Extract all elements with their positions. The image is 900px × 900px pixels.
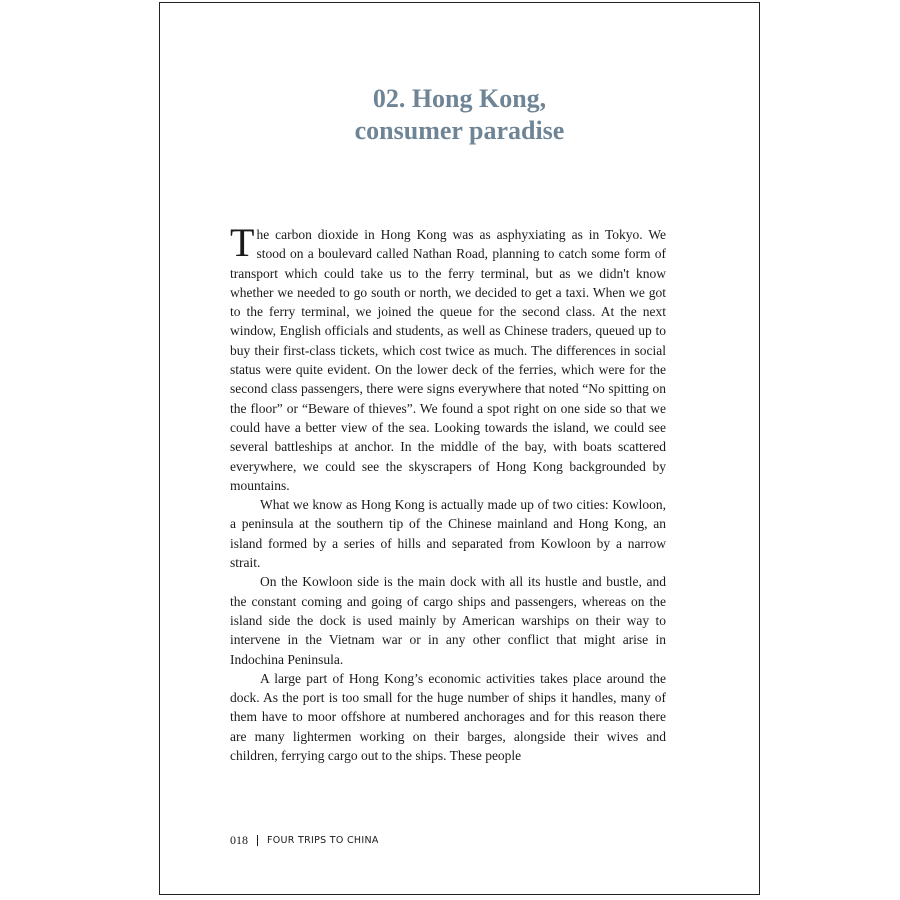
paragraph-3: On the Kowloon side is the main dock with all its hustle and bustle, and the constant coming and going of cargo ships and passengers, whereas on the island side the dock is used mainly by American warships on their way to intervene in the Vietnam war or in any other conflict that might arise in Indochina Peninsula. (230, 574, 666, 667)
chapter-title-line-2: consumer paradise (354, 116, 565, 145)
body-text (230, 220, 666, 765)
paragraph-4: A large part of Hong Kong’s economic activities takes place around the dock. As the port is too small for the huge number of ships it handles, many of them have to moor offshore at numbered anchorages and for this reason there are many lightermen working on their barges, alongside their wives and children, ferrying cargo out to the ships. These people (230, 670, 666, 764)
page-footer (230, 833, 379, 848)
page-number: 018 (230, 833, 248, 847)
running-title: FOUR TRIPS TO CHINA (267, 835, 379, 846)
paragraph-2: What we know as Hong Kong is actually made up of two cities: Kowloon, a peninsula at the southern tip of the Chinese mainland and Hong Kong, an island formed by a series of hills and separated from Kowloon by a narrow strait. (230, 497, 666, 571)
footer-divider (257, 835, 258, 846)
paragraph-1 (230, 220, 666, 495)
chapter-title-line-1: 02. Hong Kong, (372, 84, 547, 113)
drop-cap: T (230, 220, 255, 265)
chapter-title (160, 83, 759, 147)
book-page (159, 2, 760, 895)
paragraph-1-text: he carbon dioxide in Hong Kong was as asphyxiating as in Tokyo. We stood on a boulevard called Nathan Road, planning to catch some form of transport which could take us to the ferry terminal, but as we didn't know whether we needed to go south or north, we decided to get a taxi. When we got to the ferry terminal, we joined the queue for the second class. At the next window, English officials and students, as well as Chinese traders, queued up to buy their first-class tickets, which cost twice as much. The differences in social status were quite evident. On the lower deck of the ferries, which were for the second class passengers, there were signs everywhere that noted “No spitting on the floor” or “Beware of thieves”. We found a spot right on one side so that we could have a better view of the sea. Looking towards the island, we could see several battleships at anchor. In the middle of the bay, with boats scattered everywhere, we could see the skyscrapers of Hong Kong backgrounded by mountains. (230, 227, 666, 493)
